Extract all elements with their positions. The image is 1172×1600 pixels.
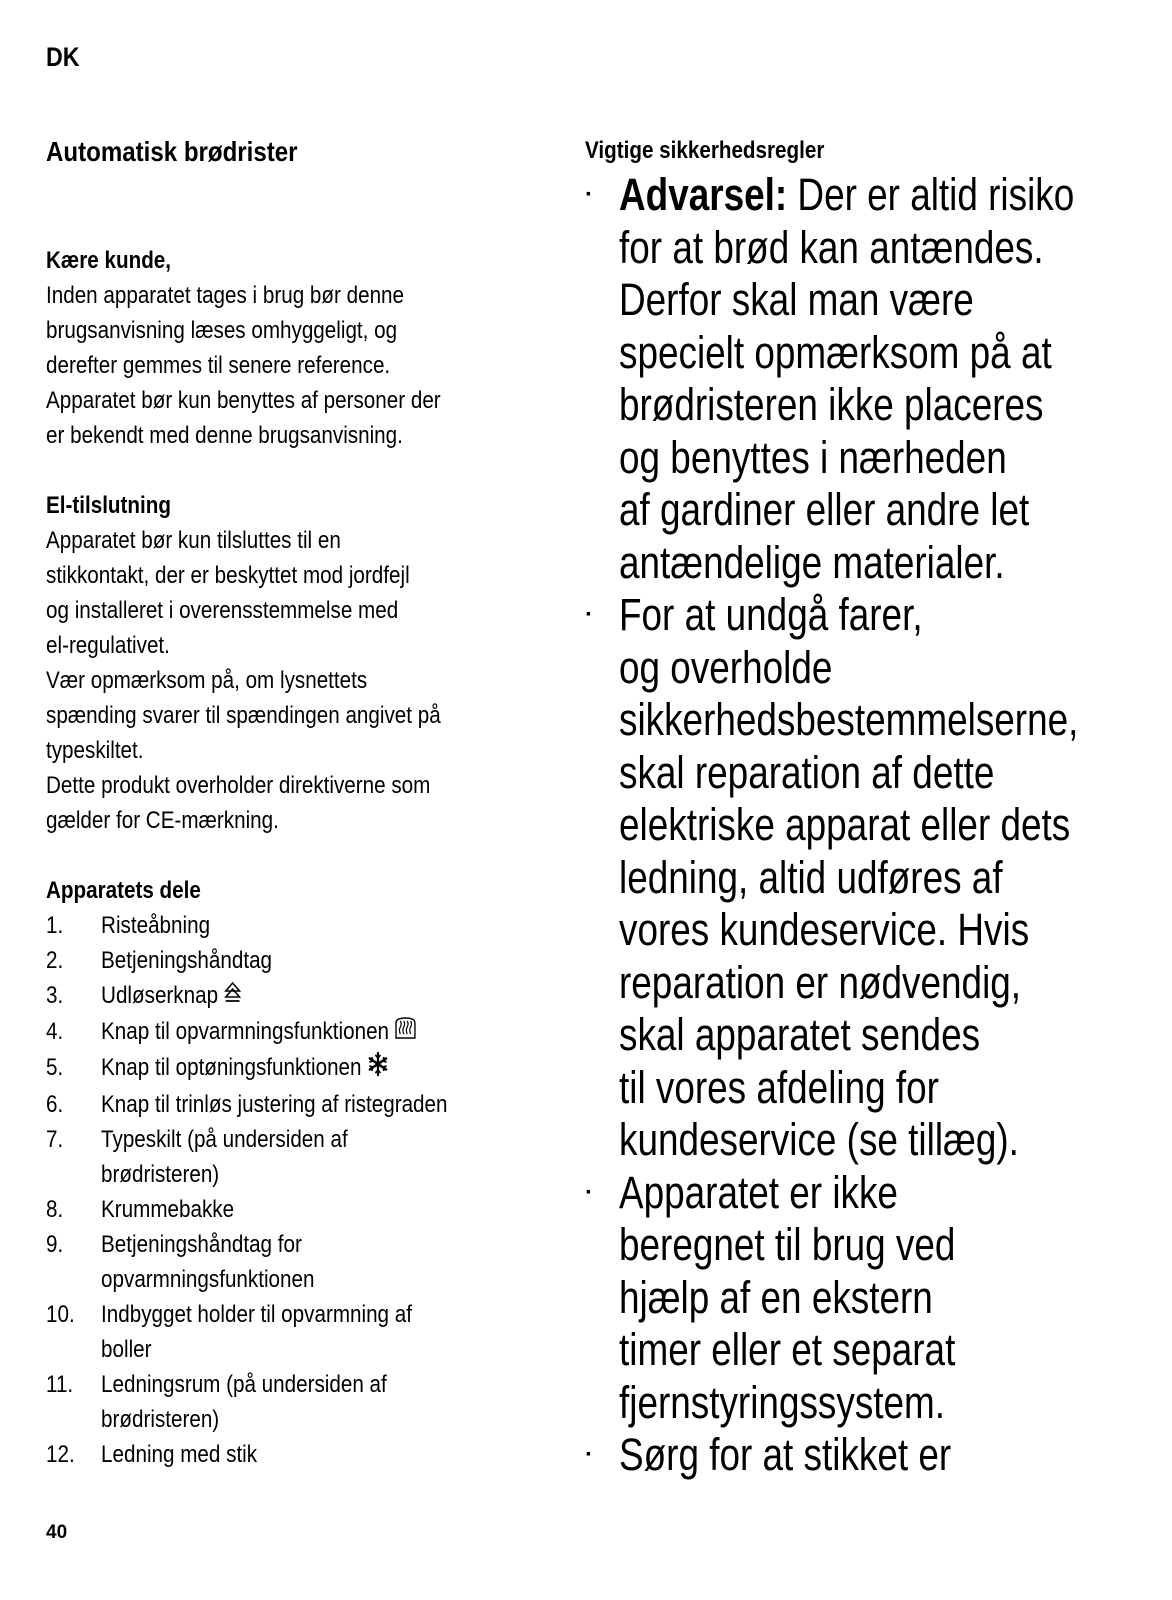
rule-line: Apparatet er ikke: [619, 1166, 898, 1218]
electrical-connection-heading: El-tilslutning: [46, 492, 171, 519]
part-number: 2.: [46, 947, 64, 974]
rule-line: beregnet til brug ved: [619, 1219, 956, 1270]
intro-paragraph: [46, 278, 528, 453]
list-item: [585, 1429, 1145, 1482]
part-number: 5.: [46, 1054, 64, 1082]
bullet-marker: ·: [585, 601, 593, 628]
part-number: 3.: [46, 982, 64, 1009]
rule-line: af gardiner eller andre let: [619, 484, 1030, 535]
safety-rule-text: [619, 1167, 1111, 1430]
part-label-wrap: [101, 1050, 528, 1087]
el-line: el-regulativet.: [46, 632, 170, 659]
rule-line: skal apparatet sendes: [619, 1009, 981, 1060]
list-item: [46, 908, 528, 943]
part-label: Ledningsrum (på undersiden af: [101, 1370, 387, 1398]
intro-line: derefter gemmes til senere reference.: [46, 352, 391, 379]
part-label-wrap: [101, 978, 528, 1014]
el-line: typeskiltet.: [46, 737, 144, 764]
list-item: [46, 1367, 528, 1437]
rule-line: Derfor skal man være: [619, 274, 974, 325]
rule-line: til vores afdeling for: [619, 1061, 939, 1113]
part-label: Typeskilt (på undersiden af: [101, 1125, 348, 1153]
list-item: [46, 1014, 528, 1050]
intro-line: Inden apparatet tages i brug bør denne: [46, 282, 405, 309]
part-label: brødristeren): [101, 1160, 220, 1188]
el-line: Dette produkt overholder direktiverne som: [46, 772, 431, 799]
warning-label: Advarsel:: [619, 169, 788, 220]
rule-line: skal reparation af dette: [619, 746, 995, 798]
part-label-wrap: [101, 1297, 528, 1367]
part-label: Udløserknap: [101, 982, 219, 1009]
list-item: [585, 589, 1145, 1167]
part-label: Knap til optøningsfunktionen: [101, 1054, 362, 1082]
rule-line: fjernstyringssystem.: [619, 1376, 946, 1428]
part-label-wrap: [101, 1014, 528, 1050]
part-label-wrap: [101, 1227, 528, 1297]
part-number: 10.: [46, 1300, 75, 1328]
part-label: Knap til opvarmningsfunktionen: [101, 1018, 390, 1046]
rule-line: antændelige materialer.: [619, 536, 1005, 588]
list-item: [46, 1437, 528, 1472]
rule-line: brødristeren ikke placeres: [619, 379, 1044, 430]
part-label: opvarmningsfunktionen: [101, 1265, 315, 1293]
document-title: Automatisk brødrister: [46, 136, 298, 167]
rule-line: hjælp af en ekstern: [619, 1271, 933, 1323]
part-label-wrap: [101, 1122, 528, 1192]
safety-rules-list: [585, 169, 1145, 1482]
safety-rule-text: [619, 589, 1111, 1167]
list-item: [46, 1050, 528, 1087]
part-number: 7.: [46, 1125, 64, 1153]
rule-line: For at undgå farer,: [619, 589, 923, 640]
part-label: Krummebakke: [101, 1195, 235, 1223]
intro-line: brugsanvisning læses omhyggeligt, og: [46, 317, 398, 344]
intro-line: er bekendt med denne brugsanvisning.: [46, 422, 403, 449]
rule-line: elektriske apparat eller dets: [619, 799, 1071, 850]
part-number: 9.: [46, 1230, 64, 1258]
el-line: stikkontakt, der er beskyttet mod jordfejl: [46, 562, 410, 589]
list-item: [46, 1297, 528, 1367]
bullet-marker: ·: [585, 181, 593, 208]
rule-line: og overholde: [619, 641, 833, 693]
part-label: Betjeningshåndtag for: [101, 1230, 302, 1258]
part-label: Indbygget holder til opvarmning af: [101, 1300, 412, 1328]
part-number: 12.: [46, 1440, 75, 1468]
rule-line: kundeservice (se tillæg).: [619, 1114, 1019, 1165]
rule-line: for at brød kan antændes.: [619, 221, 1044, 273]
greeting-heading: Kære kunde,: [46, 247, 172, 274]
part-number: 11.: [46, 1370, 74, 1398]
rule-line: ledning, altid udføres af: [619, 851, 1003, 903]
list-item: [585, 169, 1145, 589]
rule-line: reparation er nødvendig,: [619, 956, 1022, 1008]
el-line: Apparatet bør kun tilsluttes til en: [46, 527, 341, 554]
left-column: [46, 133, 606, 1472]
list-item: [46, 1192, 528, 1227]
page-number: 40: [46, 1522, 68, 1543]
part-label: Betjeningshåndtag: [101, 947, 273, 974]
list-item: [46, 943, 528, 978]
appliance-parts-heading: Apparatets dele: [46, 877, 201, 904]
part-number: 4.: [46, 1018, 64, 1046]
reheat-icon: [394, 1015, 416, 1050]
electrical-connection-text: [46, 523, 528, 838]
part-number: 1.: [46, 912, 64, 939]
part-label-wrap: [101, 1367, 528, 1437]
rule-line: timer eller et separat: [619, 1324, 956, 1375]
part-label: boller: [101, 1335, 152, 1363]
part-number: 8.: [46, 1195, 64, 1223]
rule-line: og benyttes i nærheden: [619, 431, 1007, 483]
part-label: Ledning med stik: [101, 1440, 258, 1468]
el-line: spænding svarer til spændingen angivet på: [46, 702, 441, 729]
page-language-code: DK: [46, 42, 80, 72]
list-item: [46, 1227, 528, 1297]
rule-line: Der er altid risiko: [787, 169, 1075, 220]
el-line: gælder for CE-mærkning.: [46, 807, 279, 834]
bullet-marker: ·: [585, 1178, 593, 1206]
rule-line: sikkerhedsbestemmelserne,: [619, 694, 1079, 745]
defrost-icon: [367, 1051, 389, 1087]
el-line: Vær opmærksom på, om lysnettets: [46, 667, 368, 694]
rule-line: vores kundeservice. Hvis: [619, 904, 1030, 955]
list-item: [46, 1087, 528, 1122]
rule-line: Sørg for at stikket er: [619, 1429, 952, 1480]
bullet-marker: ·: [585, 1441, 593, 1468]
part-label: brødristeren): [101, 1405, 220, 1433]
part-number: 6.: [46, 1090, 64, 1118]
safety-rules-heading: Vigtige sikkerhedsregler: [585, 137, 825, 164]
right-column: [585, 133, 1145, 1482]
safety-rule-text: [619, 1429, 1111, 1482]
list-item: [46, 978, 528, 1014]
safety-rule-text: [619, 169, 1111, 589]
part-label: Knap til trinløs justering af ristegraden: [101, 1090, 448, 1118]
rule-line: specielt opmærksom på at: [619, 326, 1052, 378]
el-line: og installeret i overensstemmelse med: [46, 597, 399, 624]
release-icon: [223, 979, 242, 1014]
list-item: [46, 1122, 528, 1192]
intro-line: Apparatet bør kun benyttes af personer der: [46, 387, 441, 414]
part-label: Risteåbning: [101, 912, 211, 939]
appliance-parts-list: [46, 908, 528, 1472]
list-item: [585, 1167, 1145, 1430]
